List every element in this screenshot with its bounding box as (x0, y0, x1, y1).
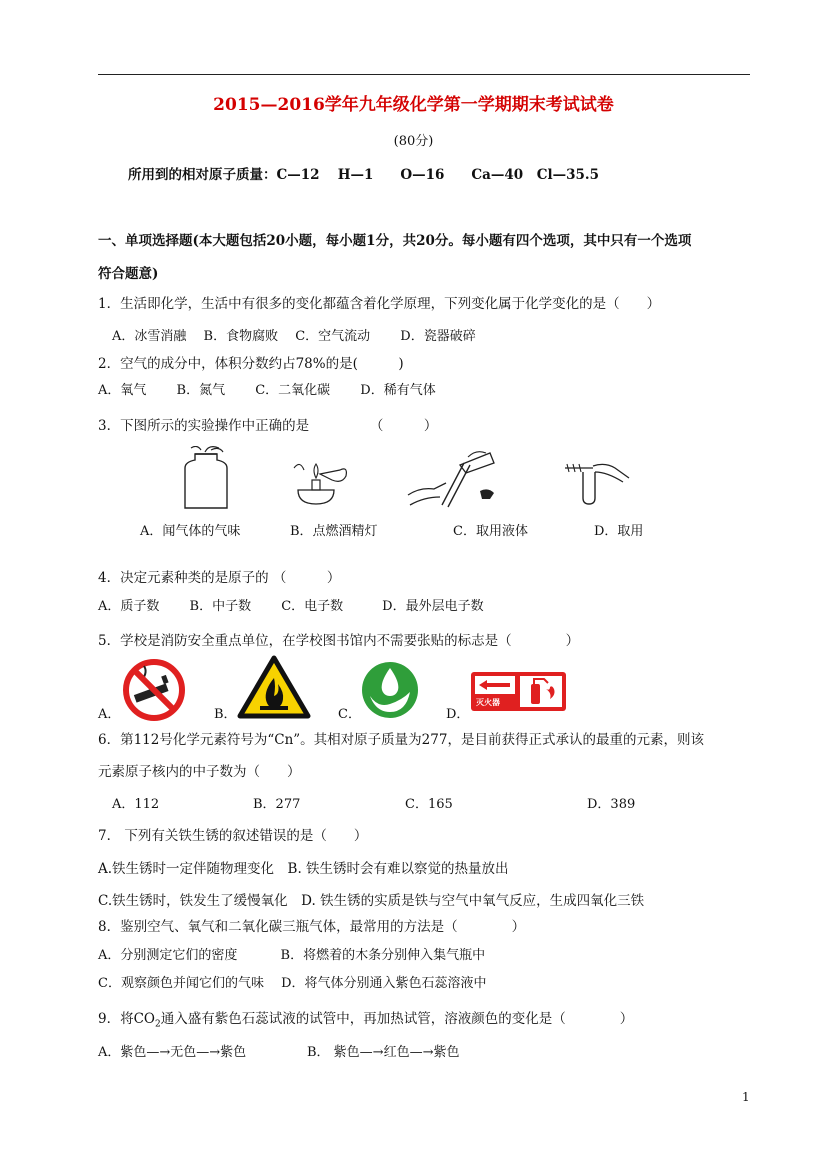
take-solid-figure (563, 458, 633, 506)
question-3-option-c: C．取用液体 (453, 524, 528, 539)
question-3-stem: 3．下图所示的实验操作中正确的是 （ ） (98, 418, 438, 434)
question-5-label-b: B． (214, 707, 237, 722)
header-rule (98, 74, 750, 75)
question-4-stem: 4．决定元素种类的是原子的 （ ） (98, 570, 341, 586)
section-heading-cont: 符合题意) (98, 266, 159, 282)
question-9-option-b: B． 紫色—→红色—→紫色 (307, 1045, 460, 1060)
question-1-options: A．冰雪消融 B．食物腐败 C．空气流动 D．瓷器破碎 (112, 329, 476, 344)
question-5-stem: 5．学校是消防安全重点单位，在学校图书馆内不需要张贴的标志是（ ） (98, 633, 580, 649)
smell-gas-figure (175, 446, 235, 510)
fire-extinguisher-label: 灭火器 (476, 698, 500, 707)
question-9-stem-post: 通入盛有紫色石蕊试液的试管中，再加热试管，溶液颜色的变化是（ ） (160, 1011, 634, 1027)
question-3-option-a: A．闻气体的气味 (140, 524, 241, 539)
no-smoking-sign-icon (122, 658, 186, 722)
question-3-option-b: B．点燃酒精灯 (290, 524, 378, 539)
question-9-stem (98, 1007, 633, 1030)
question-8-options-cd: C．观察颜色并闻它们的气味 D．将气体分别通入紫色石蕊溶液中 (98, 976, 487, 991)
question-9-option-a: A．紫色—→无色—→紫色 (98, 1045, 247, 1060)
question-6-option-a: A．112 (112, 797, 160, 812)
question-6-stem-cont: 元素原子核内的中子数为（ ） (98, 764, 301, 780)
question-8-stem: 8．鉴别空气、氧气和二氧化碳三瓶气体，最常用的方法是（ ） (98, 919, 526, 935)
total-score: (80分) (393, 134, 434, 149)
question-5-label-d: D． (446, 707, 470, 722)
question-8-options-ab: A．分别测定它们的密度 B．将燃着的木条分别伸入集气瓶中 (98, 948, 486, 963)
page-number: 1 (742, 1090, 750, 1104)
question-4-options: A．质子数 B．中子数 C．电子数 D．最外层电子数 (98, 599, 484, 614)
question-2-stem: 2．空气的成分中，体积分数约占78%的是( ) (98, 356, 404, 372)
section-heading: 一、单项选择题(本大题包括20小题，每小题1分，共20分。每小题有四个选项，其中只有一个选项 (98, 233, 692, 249)
question-5-label-a: A． (98, 707, 121, 722)
question-7-options-ab: A.铁生锈时一定伴随物理变化 B. 铁生锈时会有难以察觉的热量放出 (98, 861, 509, 877)
question-6-option-b: B．277 (253, 797, 301, 812)
question-7-options-cd: C.铁生锈时，铁发生了缓慢氧化 D. 铁生锈的实质是铁与空气中氧气反应，生成四氧化三铁 (98, 893, 645, 909)
question-6-stem: 6．第112号化学元素符号为“Cn”。其相对原子质量为277，是目前获得正式承认的最重的元素，则该 (98, 732, 704, 748)
take-liquid-figure (406, 447, 498, 509)
light-lamp-figure (290, 456, 352, 506)
fire-extinguisher-sign (470, 671, 567, 712)
flammable-warning-icon (236, 654, 312, 720)
question-2-options: A．氧气 B．氮气 C．二氧化碳 D．稀有气体 (98, 383, 436, 398)
atomic-mass-line: 所用到的相对原子质量：C—12 H—1 O—16 Ca—40 Cl—35.5 (128, 167, 599, 183)
exam-title: 2015—2016学年九年级化学第一学期期末考试试卷 (213, 95, 614, 115)
question-5-label-c: C． (338, 707, 361, 722)
question-9-stem-pre: 9．将CO (98, 1011, 155, 1027)
question-9-subscript: 2 (155, 1019, 161, 1030)
question-3-option-d: D．取用 (594, 524, 644, 539)
water-saving-sign-icon (360, 660, 420, 720)
question-6-option-d: D．389 (587, 797, 636, 812)
question-1-stem: 1．生活即化学，生活中有很多的变化都蕴含着化学原理，下列变化属于化学变化的是（ ） (98, 296, 661, 312)
question-6-option-c: C．165 (405, 797, 453, 812)
question-7-stem: 7． 下列有关铁生锈的叙述错误的是（ ） (98, 828, 368, 844)
